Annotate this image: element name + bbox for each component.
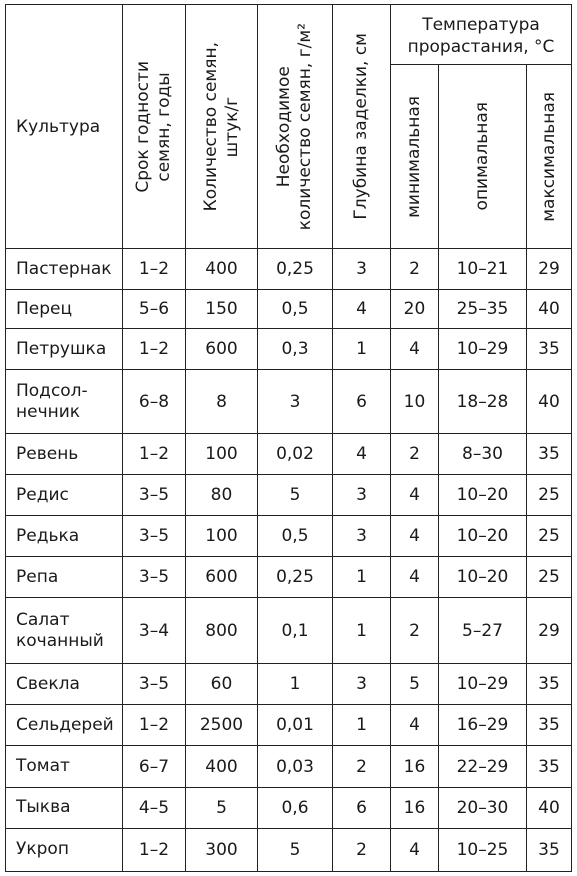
cell-life: 5–6	[123, 290, 186, 329]
cell-tmax: 25	[527, 557, 572, 598]
cell-count: 5	[186, 787, 258, 828]
header-culture: Культура	[6, 5, 123, 249]
cell-depth: 4	[333, 434, 391, 475]
cell-depth: 3	[333, 516, 391, 557]
table-row	[6, 787, 572, 828]
cell-life: 6–7	[123, 746, 186, 787]
cell-tmin: 2	[391, 434, 439, 475]
header-seed-count: Количество семян, штук/г	[186, 5, 258, 249]
crop-name: Репа	[6, 557, 123, 598]
cell-depth: 6	[333, 370, 391, 434]
table-body	[6, 249, 572, 872]
cell-count: 400	[186, 249, 258, 290]
cell-tmax: 35	[527, 828, 572, 871]
cell-need: 0,1	[258, 598, 333, 664]
cell-count: 60	[186, 664, 258, 705]
cell-need: 0,3	[258, 329, 333, 370]
cell-life: 3–5	[123, 557, 186, 598]
cell-need: 1	[258, 664, 333, 705]
cell-tmax: 29	[527, 598, 572, 664]
cell-tmax: 35	[527, 705, 572, 746]
cell-tmin: 4	[391, 705, 439, 746]
table-row	[6, 434, 572, 475]
cell-need: 0,5	[258, 516, 333, 557]
cell-need: 3	[258, 370, 333, 434]
table-row	[6, 598, 572, 664]
cell-count: 100	[186, 434, 258, 475]
table-row	[6, 746, 572, 787]
cell-topt: 10–20	[439, 557, 527, 598]
cell-need: 5	[258, 828, 333, 871]
cell-tmax: 25	[527, 516, 572, 557]
cell-count: 2500	[186, 705, 258, 746]
cell-tmax: 29	[527, 249, 572, 290]
cell-life: 3–5	[123, 475, 186, 516]
crop-name: Салат кочанный	[6, 598, 123, 664]
cell-life: 1–2	[123, 434, 186, 475]
cell-tmax: 40	[527, 290, 572, 329]
cell-tmax: 40	[527, 787, 572, 828]
cell-topt: 22–29	[439, 746, 527, 787]
cell-life: 4–5	[123, 787, 186, 828]
table-row	[6, 664, 572, 705]
table-row	[6, 290, 572, 329]
cell-tmin: 2	[391, 249, 439, 290]
cell-tmin: 16	[391, 746, 439, 787]
cell-depth: 3	[333, 249, 391, 290]
cell-topt: 10–29	[439, 664, 527, 705]
crop-name: Петрушка	[6, 329, 123, 370]
cell-life: 3–5	[123, 516, 186, 557]
cell-depth: 3	[333, 475, 391, 516]
header-depth: Глубина заделки, см	[333, 5, 391, 249]
cell-tmax: 35	[527, 434, 572, 475]
crop-name: Перец	[6, 290, 123, 329]
cell-topt: 5–27	[439, 598, 527, 664]
cell-tmin: 16	[391, 787, 439, 828]
cell-need: 0,03	[258, 746, 333, 787]
table-row	[6, 557, 572, 598]
cell-tmin: 4	[391, 557, 439, 598]
cell-life: 1–2	[123, 828, 186, 871]
header-temp-max: максимальная	[527, 65, 572, 249]
table-row	[6, 705, 572, 746]
crop-name: Тыква	[6, 787, 123, 828]
cell-need: 0,5	[258, 290, 333, 329]
crop-name: Пастернак	[6, 249, 123, 290]
cell-topt: 10–25	[439, 828, 527, 871]
cell-depth: 1	[333, 705, 391, 746]
cell-need: 0,01	[258, 705, 333, 746]
table-row	[6, 370, 572, 434]
table-row	[6, 516, 572, 557]
cell-tmax: 35	[527, 746, 572, 787]
cell-need: 0,6	[258, 787, 333, 828]
cell-life: 3–5	[123, 664, 186, 705]
cell-topt: 10–20	[439, 475, 527, 516]
cell-depth: 3	[333, 664, 391, 705]
table-row	[6, 828, 572, 871]
cell-depth: 1	[333, 598, 391, 664]
cell-tmin: 5	[391, 664, 439, 705]
cell-tmax: 25	[527, 475, 572, 516]
cell-need: 0,25	[258, 557, 333, 598]
cell-depth: 2	[333, 828, 391, 871]
cell-tmin: 4	[391, 475, 439, 516]
cell-depth: 1	[333, 329, 391, 370]
cell-count: 8	[186, 370, 258, 434]
cell-tmin: 4	[391, 828, 439, 871]
cell-tmin: 10	[391, 370, 439, 434]
cell-need: 5	[258, 475, 333, 516]
cell-tmin: 4	[391, 329, 439, 370]
cell-count: 800	[186, 598, 258, 664]
cell-topt: 10–29	[439, 329, 527, 370]
cell-count: 100	[186, 516, 258, 557]
cell-count: 600	[186, 557, 258, 598]
cell-count: 400	[186, 746, 258, 787]
cell-depth: 4	[333, 290, 391, 329]
crop-name: Свекла	[6, 664, 123, 705]
cell-topt: 10–21	[439, 249, 527, 290]
crop-name: Редька	[6, 516, 123, 557]
cell-life: 1–2	[123, 705, 186, 746]
cell-tmin: 4	[391, 516, 439, 557]
cell-count: 150	[186, 290, 258, 329]
seed-table	[5, 4, 572, 872]
cell-topt: 18–28	[439, 370, 527, 434]
table-row	[6, 475, 572, 516]
crop-name: Сельдерей	[6, 705, 123, 746]
cell-count: 80	[186, 475, 258, 516]
cell-tmin: 2	[391, 598, 439, 664]
header-temp-min: минимальная	[391, 65, 439, 249]
crop-name: Редис	[6, 475, 123, 516]
header-temperature: Температура прорастания, °С	[391, 5, 572, 65]
cell-topt: 10–20	[439, 516, 527, 557]
cell-topt: 16–29	[439, 705, 527, 746]
cell-count: 300	[186, 828, 258, 871]
cell-life: 1–2	[123, 329, 186, 370]
crop-name: Укроп	[6, 828, 123, 871]
crop-name: Томат	[6, 746, 123, 787]
cell-need: 0,02	[258, 434, 333, 475]
crop-name: Подсол- нечник	[6, 370, 123, 434]
cell-depth: 6	[333, 787, 391, 828]
table-row	[6, 249, 572, 290]
cell-depth: 2	[333, 746, 391, 787]
cell-topt: 25–35	[439, 290, 527, 329]
cell-tmin: 20	[391, 290, 439, 329]
cell-topt: 20–30	[439, 787, 527, 828]
cell-tmax: 40	[527, 370, 572, 434]
cell-tmax: 35	[527, 329, 572, 370]
crop-name: Ревень	[6, 434, 123, 475]
header-seed-need: Необходимое количество семян, г/м²	[258, 5, 333, 249]
cell-life: 1–2	[123, 249, 186, 290]
cell-depth: 1	[333, 557, 391, 598]
header-temp-opt: опимальная	[439, 65, 527, 249]
cell-life: 6–8	[123, 370, 186, 434]
cell-topt: 8–30	[439, 434, 527, 475]
cell-count: 600	[186, 329, 258, 370]
table-row	[6, 329, 572, 370]
cell-tmax: 35	[527, 664, 572, 705]
cell-need: 0,25	[258, 249, 333, 290]
cell-life: 3–4	[123, 598, 186, 664]
header-shelf-life: Срок годности семян, годы	[123, 5, 186, 249]
